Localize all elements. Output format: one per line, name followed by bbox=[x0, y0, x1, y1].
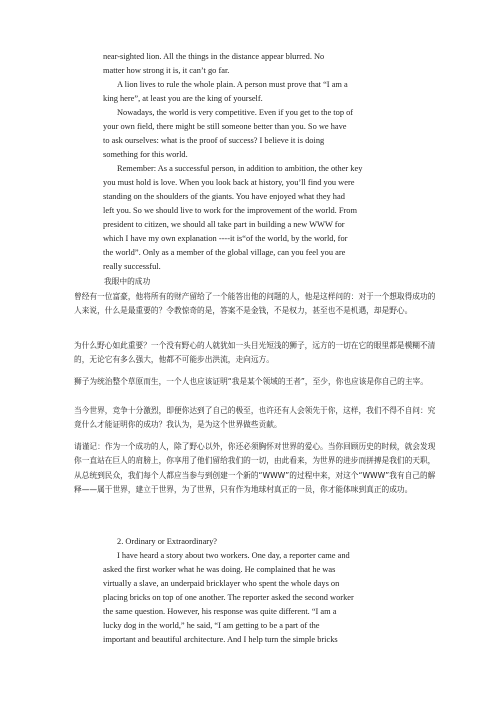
text-line: matter how strong it is, it can’t go far. bbox=[103, 66, 230, 75]
chinese-paragraph-1 bbox=[60, 290, 440, 319]
text-line: standing on the shoulders of the giants. You have enjoyed what they had bbox=[103, 192, 345, 201]
text-line: left you. So we should live to work for the improvement of the world. From bbox=[103, 206, 358, 215]
paragraph: 当今世界，竞争十分激烈，即便你达到了自己的极至，也许还有人会领先于你，这样，我们不得不自问：究竟什么才能证明你的成功？我认为，是为这个世界做些贡献。 bbox=[74, 406, 436, 430]
chinese-paragraph-2 bbox=[60, 339, 440, 368]
text-line: placing bricks on top of one another. The reporter asked the second worker bbox=[103, 593, 354, 602]
chinese-paragraph-4 bbox=[60, 404, 440, 433]
text-line: king here”, at least you are the king of yourself. bbox=[103, 94, 263, 103]
text-line: something for this world. bbox=[103, 150, 188, 159]
text-line: you must hold is love. When you look back at history, you’ll find you were bbox=[103, 178, 355, 187]
section-title: 我眼中的成功 bbox=[104, 277, 151, 286]
text-line: Remember: As a successful person, in addition to ambition, the other key bbox=[117, 164, 363, 173]
paragraph: 狮子为统治整个草原而生，一个人也应该证明“我是某个领域的王者”，至少，你也应该是你自己的主宰。 bbox=[74, 377, 428, 386]
text-line: virtually a slave, an underpaid bricklayer who spent the whole days on bbox=[103, 579, 340, 588]
text-line: lucky dog in the world,” he said, “I am getting to be a part of the bbox=[103, 621, 320, 630]
text-line: president to citizen, we should all take part in building a new WWW for bbox=[103, 220, 345, 229]
text-line: A lion lives to rule the whole plain. A person must prove that “I am a bbox=[117, 80, 348, 89]
chinese-paragraph-3 bbox=[60, 375, 440, 389]
text-line: the same question. However, his response was quite different. “I am a bbox=[103, 607, 337, 616]
paragraph: 请谨记：作为一个成功的人，除了野心以外，你还必须胸怀对世界的爱心。当你回顾历史的时候，就会发现你一直站在巨人的肩膀上，你享用了他们留给我们的一切，由此看来，为世界的进步而拼搏是我们的天职，从总统到民众，我们每个人都应当参与到创建一个新的“WWW”的过程中来，对这个“WWW”我有自己的解释——属于世界，建立于世界，为了世界，只有作为地球村真正的一员，你才能体味到真正的成功。 bbox=[74, 442, 436, 495]
text-line: your own field, there might be still someone better than you. So we have bbox=[103, 122, 347, 131]
english-passage-2 bbox=[103, 535, 403, 647]
text-line: important and beautiful architecture. And I help turn the simple bricks bbox=[103, 635, 338, 644]
text-line: to ask ourselves: what is the proof of success? I believe it is doing bbox=[103, 136, 325, 145]
text-line: Nowadays, the world is very competitive. Even if you get to the top of bbox=[117, 108, 354, 117]
text-line: asked the first worker what he was doing. He complained that he was bbox=[103, 565, 336, 574]
text-line: near-sighted lion. All the things in the distance appear blurred. No bbox=[103, 52, 325, 61]
paragraph: 曾经有一位富豪，他将所有的财产留给了一个能答出他的问题的人，他是这样问的：对于一个想取得成功的人来说，什么是最重要的？令教惊奇的是，答案不是金钱，不是权力，甚至也不是机遇，却是野心。 bbox=[74, 292, 436, 316]
text-line: which I have my own explanation ----it is“of the world, by the world, for bbox=[103, 234, 348, 243]
text-line: really successful. bbox=[103, 262, 161, 271]
chinese-title bbox=[104, 275, 404, 289]
paragraph: 为什么野心如此重要？一个没有野心的人就犹如一头目光短浅的狮子，远方的一切在它的眼里都是模糊不清的，无论它有多么强大，他都不可能步出洪流，走向远方。 bbox=[74, 341, 436, 365]
english-passage-1 bbox=[103, 50, 403, 274]
text-line: I have heard a story about two workers. One day, a reporter came and bbox=[117, 551, 350, 560]
text-line: the world”. Only as a member of the global village, can you feel you are bbox=[103, 248, 346, 257]
chinese-paragraph-5 bbox=[60, 440, 440, 498]
section-heading: 2. Ordinary or Extraordinary? bbox=[117, 537, 217, 546]
